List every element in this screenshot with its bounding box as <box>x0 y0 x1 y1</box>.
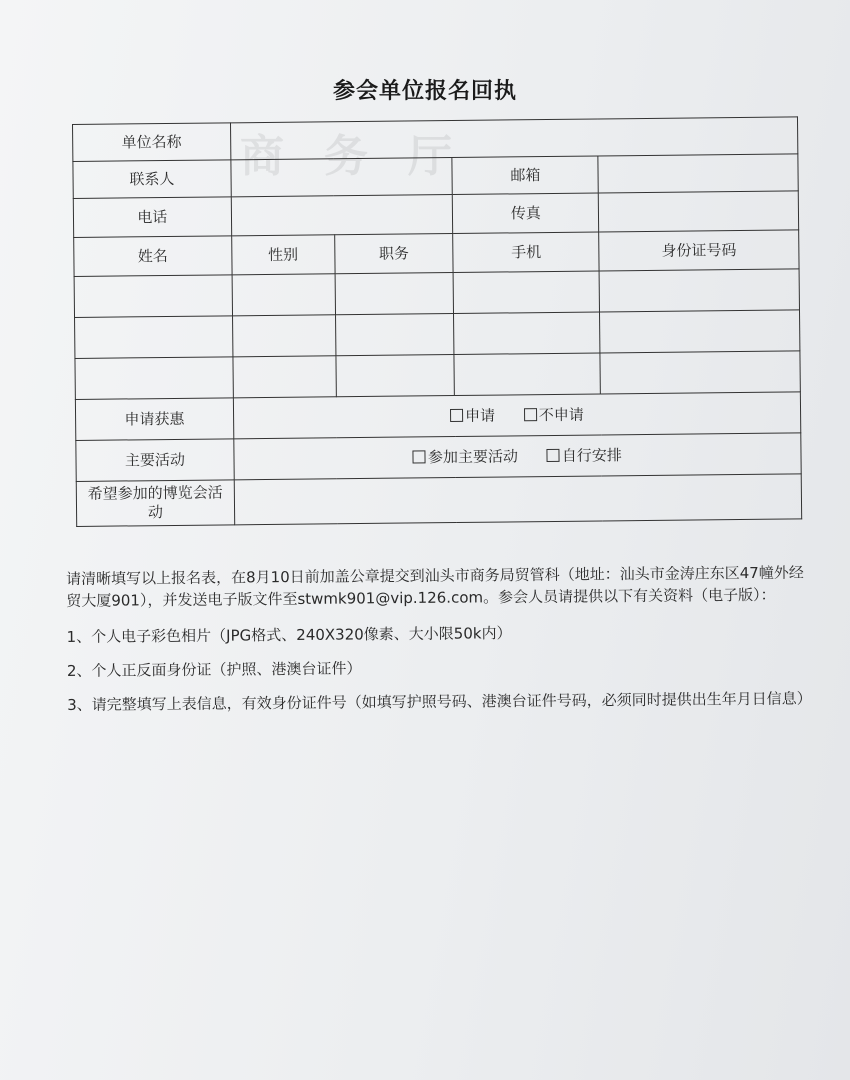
attendee-gender-cell[interactable] <box>232 274 335 316</box>
attendee-gender-cell[interactable] <box>232 315 335 357</box>
attendee-name-cell[interactable] <box>75 316 233 359</box>
email-label: 邮箱 <box>452 156 598 195</box>
instructions <box>66 562 812 728</box>
apply-checkbox[interactable] <box>450 406 495 425</box>
checkbox-square-icon <box>547 449 560 462</box>
attendee-mobile-cell[interactable] <box>454 312 600 355</box>
attendee-position-cell[interactable] <box>335 273 454 315</box>
attendee-mobile-cell[interactable] <box>454 271 600 314</box>
self-arrange-option-label: 自行安排 <box>561 445 622 465</box>
checkbox-square-icon <box>524 408 537 421</box>
attendee-mobile-cell[interactable] <box>454 353 600 396</box>
fax-label: 传真 <box>453 193 599 234</box>
attendee-position-cell[interactable] <box>336 355 455 397</box>
position-header: 职务 <box>334 234 453 274</box>
self-arrange-checkbox[interactable] <box>547 446 622 466</box>
instruction-item: 2、个人正反面身份证（护照、港澳台证件） <box>66 659 362 680</box>
contact-label: 联系人 <box>73 160 231 199</box>
phone-label: 电话 <box>73 197 231 238</box>
unit-name-label: 单位名称 <box>73 123 231 162</box>
contact-field[interactable] <box>231 158 453 197</box>
attendee-name-cell[interactable] <box>74 275 232 318</box>
main-activity-label: 主要活动 <box>76 439 234 482</box>
apply-option-label: 申请 <box>464 406 496 425</box>
name-header: 姓名 <box>74 236 232 277</box>
phone-field[interactable] <box>231 195 453 236</box>
apply-discount-options <box>233 392 801 439</box>
registration-form-table <box>72 116 802 527</box>
id-number-header: 身份证号码 <box>599 230 799 271</box>
main-activity-options <box>234 433 802 480</box>
attendee-id-cell[interactable] <box>599 269 799 312</box>
page-title: 参会单位报名回执 <box>332 79 517 104</box>
expo-activity-label: 希望参加的博览会活动 <box>76 480 234 527</box>
checkbox-square-icon <box>450 409 463 422</box>
email-field[interactable] <box>598 154 798 193</box>
attendee-gender-cell[interactable] <box>233 356 336 398</box>
mobile-header: 手机 <box>453 232 599 273</box>
expo-activity-field[interactable] <box>234 474 802 525</box>
attendee-name-cell[interactable] <box>75 357 233 400</box>
attendee-id-cell[interactable] <box>600 351 800 394</box>
not-apply-option-label: 不申请 <box>538 405 584 424</box>
join-main-checkbox[interactable] <box>413 447 518 467</box>
checkbox-square-icon <box>413 450 426 463</box>
unit-name-field[interactable] <box>230 117 798 160</box>
not-apply-checkbox[interactable] <box>524 405 584 424</box>
instructions-intro: 请清晰填写以上报名表，在8月10日前加盖公章提交到汕头市商务局贸管科（地址：汕头市金涛庄东区47幢外经贸大厦901），并发送电子版文件至stwmk901@vip.126.com。参会人员请提供以下有关资料（电子版）： <box>66 563 804 610</box>
instruction-item: 1、个人电子彩色相片（JPG格式、240X320像素、大小限50k内） <box>66 624 512 646</box>
bleed-through-text: 商务厅 <box>240 131 492 182</box>
attendee-id-cell[interactable] <box>600 310 800 353</box>
instruction-item: 3、请完整填写上表信息，有效身份证件号（如填写护照号码、港澳台证件号码，必须同时提供出生年月日信息） <box>67 689 812 714</box>
gender-header: 性别 <box>231 235 334 275</box>
fax-field[interactable] <box>599 191 799 232</box>
apply-discount-label: 申请获惠 <box>75 398 233 441</box>
attendee-position-cell[interactable] <box>335 314 454 356</box>
join-main-option-label: 参加主要活动 <box>427 446 519 466</box>
